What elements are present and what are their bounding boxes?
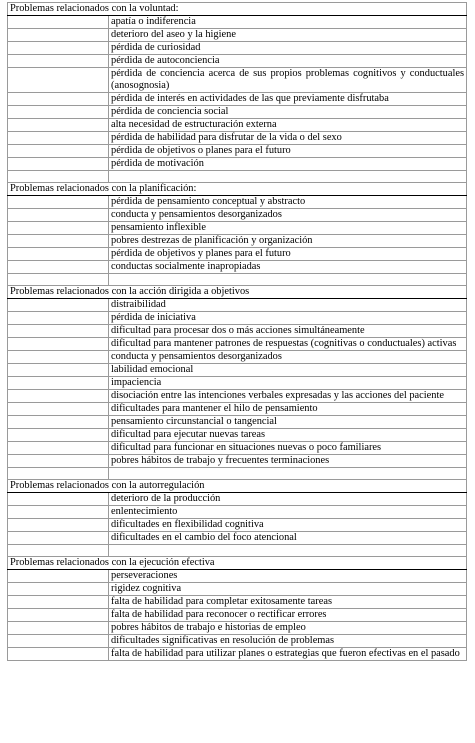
problem-item: pérdida de conciencia social bbox=[109, 106, 467, 119]
empty-cell bbox=[8, 493, 109, 506]
table-row bbox=[8, 209, 467, 222]
problem-item: conductas socialmente inapropiadas bbox=[109, 261, 467, 274]
table-row bbox=[8, 119, 467, 132]
empty-cell bbox=[8, 312, 109, 325]
section-header-row bbox=[8, 480, 467, 493]
problem-item: pérdida de objetivos o planes para el futuro bbox=[109, 145, 467, 158]
table-row bbox=[8, 235, 467, 248]
spacer-cell bbox=[109, 468, 467, 480]
spacer-row bbox=[8, 171, 467, 183]
table-row bbox=[8, 506, 467, 519]
table-row bbox=[8, 299, 467, 312]
problem-item: pobres hábitos de trabajo e historias de empleo bbox=[109, 622, 467, 635]
problem-item: dificultades significativas en resolución de problemas bbox=[109, 635, 467, 648]
table-row bbox=[8, 42, 467, 55]
table-row bbox=[8, 583, 467, 596]
empty-cell bbox=[8, 68, 109, 93]
spacer-row bbox=[8, 274, 467, 286]
table-row bbox=[8, 442, 467, 455]
problem-item: falta de habilidad para reconocer o rectificar errores bbox=[109, 609, 467, 622]
problem-item: rigidez cognitiva bbox=[109, 583, 467, 596]
problem-item: dificultad para funcionar en situaciones nuevas o poco familiares bbox=[109, 442, 467, 455]
table-row bbox=[8, 222, 467, 235]
section-header: Problemas relacionados con la acción dirigida a objetivos bbox=[8, 286, 467, 299]
problem-item: pobres destrezas de planificación y organización bbox=[109, 235, 467, 248]
table-row bbox=[8, 132, 467, 145]
empty-cell bbox=[8, 261, 109, 274]
empty-cell bbox=[8, 158, 109, 171]
section-header: Problemas relacionados con la autorregulación bbox=[8, 480, 467, 493]
empty-cell bbox=[8, 506, 109, 519]
table-row bbox=[8, 416, 467, 429]
problem-item: falta de habilidad para completar exitosamente tareas bbox=[109, 596, 467, 609]
empty-cell bbox=[8, 532, 109, 545]
empty-cell bbox=[8, 209, 109, 222]
empty-cell bbox=[8, 29, 109, 42]
spacer-cell bbox=[8, 171, 109, 183]
problem-item: pérdida de interés en actividades de las que previamente disfrutaba bbox=[109, 93, 467, 106]
empty-cell bbox=[8, 145, 109, 158]
empty-cell bbox=[8, 106, 109, 119]
empty-cell bbox=[8, 442, 109, 455]
table-row bbox=[8, 403, 467, 416]
problem-item: deterioro del aseo y la higiene bbox=[109, 29, 467, 42]
table-row bbox=[8, 93, 467, 106]
section-header-row bbox=[8, 557, 467, 570]
problem-item: perseveraciones bbox=[109, 570, 467, 583]
table-row bbox=[8, 196, 467, 209]
table-row bbox=[8, 493, 467, 506]
problems-table-body bbox=[8, 3, 467, 661]
section-header: Problemas relacionados con la voluntad: bbox=[8, 3, 467, 16]
empty-cell bbox=[8, 429, 109, 442]
problem-item: impaciencia bbox=[109, 377, 467, 390]
problem-item: apatía o indiferencia bbox=[109, 16, 467, 29]
section-header: Problemas relacionados con la ejecución efectiva bbox=[8, 557, 467, 570]
table-row bbox=[8, 596, 467, 609]
table-row bbox=[8, 325, 467, 338]
problem-item: dificultad para procesar dos o más acciones simultáneamente bbox=[109, 325, 467, 338]
problem-item: pérdida de habilidad para disfrutar de la vida o del sexo bbox=[109, 132, 467, 145]
table-row bbox=[8, 248, 467, 261]
empty-cell bbox=[8, 596, 109, 609]
empty-cell bbox=[8, 196, 109, 209]
table-row bbox=[8, 312, 467, 325]
empty-cell bbox=[8, 235, 109, 248]
problem-item: pérdida de curiosidad bbox=[109, 42, 467, 55]
empty-cell bbox=[8, 570, 109, 583]
table-row bbox=[8, 519, 467, 532]
problem-item: falta de habilidad para utilizar planes o estrategias que fueron efectivas en el pasado bbox=[109, 648, 467, 661]
table-row bbox=[8, 429, 467, 442]
empty-cell bbox=[8, 248, 109, 261]
table-row bbox=[8, 106, 467, 119]
problem-item: alta necesidad de estructuración externa bbox=[109, 119, 467, 132]
empty-cell bbox=[8, 403, 109, 416]
problem-item: conducta y pensamientos desorganizados bbox=[109, 209, 467, 222]
empty-cell bbox=[8, 622, 109, 635]
table-row bbox=[8, 609, 467, 622]
section-header-row bbox=[8, 286, 467, 299]
table-row bbox=[8, 16, 467, 29]
table-row bbox=[8, 29, 467, 42]
table-row bbox=[8, 377, 467, 390]
problem-item: distraibilidad bbox=[109, 299, 467, 312]
problem-item: enlentecimiento bbox=[109, 506, 467, 519]
spacer-row bbox=[8, 468, 467, 480]
table-row bbox=[8, 261, 467, 274]
problem-item: dificultad para mantener patrones de respuestas (cognitivas o conductuales) activas bbox=[109, 338, 467, 351]
empty-cell bbox=[8, 364, 109, 377]
problem-item: conducta y pensamientos desorganizados bbox=[109, 351, 467, 364]
table-row bbox=[8, 158, 467, 171]
empty-cell bbox=[8, 648, 109, 661]
empty-cell bbox=[8, 42, 109, 55]
section-header-row bbox=[8, 183, 467, 196]
spacer-cell bbox=[109, 171, 467, 183]
problem-item: dificultad para ejecutar nuevas tareas bbox=[109, 429, 467, 442]
spacer-cell bbox=[8, 274, 109, 286]
empty-cell bbox=[8, 299, 109, 312]
problem-item: pérdida de autoconciencia bbox=[109, 55, 467, 68]
empty-cell bbox=[8, 119, 109, 132]
empty-cell bbox=[8, 55, 109, 68]
section-header: Problemas relacionados con la planificación: bbox=[8, 183, 467, 196]
problem-item: dificultades para mantener el hilo de pensamiento bbox=[109, 403, 467, 416]
empty-cell bbox=[8, 222, 109, 235]
problems-table bbox=[7, 2, 467, 661]
empty-cell bbox=[8, 132, 109, 145]
problem-item: disociación entre las intenciones verbales expresadas y las acciones del paciente bbox=[109, 390, 467, 403]
table-row bbox=[8, 455, 467, 468]
empty-cell bbox=[8, 390, 109, 403]
table-row bbox=[8, 622, 467, 635]
spacer-cell bbox=[109, 274, 467, 286]
problem-item: dificultades en flexibilidad cognitiva bbox=[109, 519, 467, 532]
empty-cell bbox=[8, 416, 109, 429]
problem-item: pensamiento circunstancial o tangencial bbox=[109, 416, 467, 429]
spacer-cell bbox=[8, 468, 109, 480]
table-row bbox=[8, 390, 467, 403]
empty-cell bbox=[8, 338, 109, 351]
empty-cell bbox=[8, 93, 109, 106]
section-header-row bbox=[8, 3, 467, 16]
table-row bbox=[8, 351, 467, 364]
table-row bbox=[8, 570, 467, 583]
table-row bbox=[8, 364, 467, 377]
spacer-row bbox=[8, 545, 467, 557]
spacer-cell bbox=[109, 545, 467, 557]
problem-item: deterioro de la producción bbox=[109, 493, 467, 506]
table-row bbox=[8, 68, 467, 93]
table-row bbox=[8, 532, 467, 545]
problem-item: pérdida de motivación bbox=[109, 158, 467, 171]
problem-item: pérdida de conciencia acerca de sus propios problemas cognitivos y conductuales (anosognosia) bbox=[109, 68, 467, 93]
empty-cell bbox=[8, 377, 109, 390]
problem-item: pobres hábitos de trabajo y frecuentes terminaciones bbox=[109, 455, 467, 468]
empty-cell bbox=[8, 325, 109, 338]
table-row bbox=[8, 635, 467, 648]
table-row bbox=[8, 55, 467, 68]
problem-item: labilidad emocional bbox=[109, 364, 467, 377]
problem-item: pérdida de objetivos y planes para el futuro bbox=[109, 248, 467, 261]
spacer-cell bbox=[8, 545, 109, 557]
problem-item: pérdida de iniciativa bbox=[109, 312, 467, 325]
empty-cell bbox=[8, 455, 109, 468]
empty-cell bbox=[8, 351, 109, 364]
problem-item: pérdida de pensamiento conceptual y abstracto bbox=[109, 196, 467, 209]
table-row bbox=[8, 648, 467, 661]
table-row bbox=[8, 145, 467, 158]
empty-cell bbox=[8, 16, 109, 29]
empty-cell bbox=[8, 635, 109, 648]
empty-cell bbox=[8, 609, 109, 622]
table-row bbox=[8, 338, 467, 351]
problem-item: dificultades en el cambio del foco atencional bbox=[109, 532, 467, 545]
empty-cell bbox=[8, 519, 109, 532]
empty-cell bbox=[8, 583, 109, 596]
problem-item: pensamiento inflexible bbox=[109, 222, 467, 235]
